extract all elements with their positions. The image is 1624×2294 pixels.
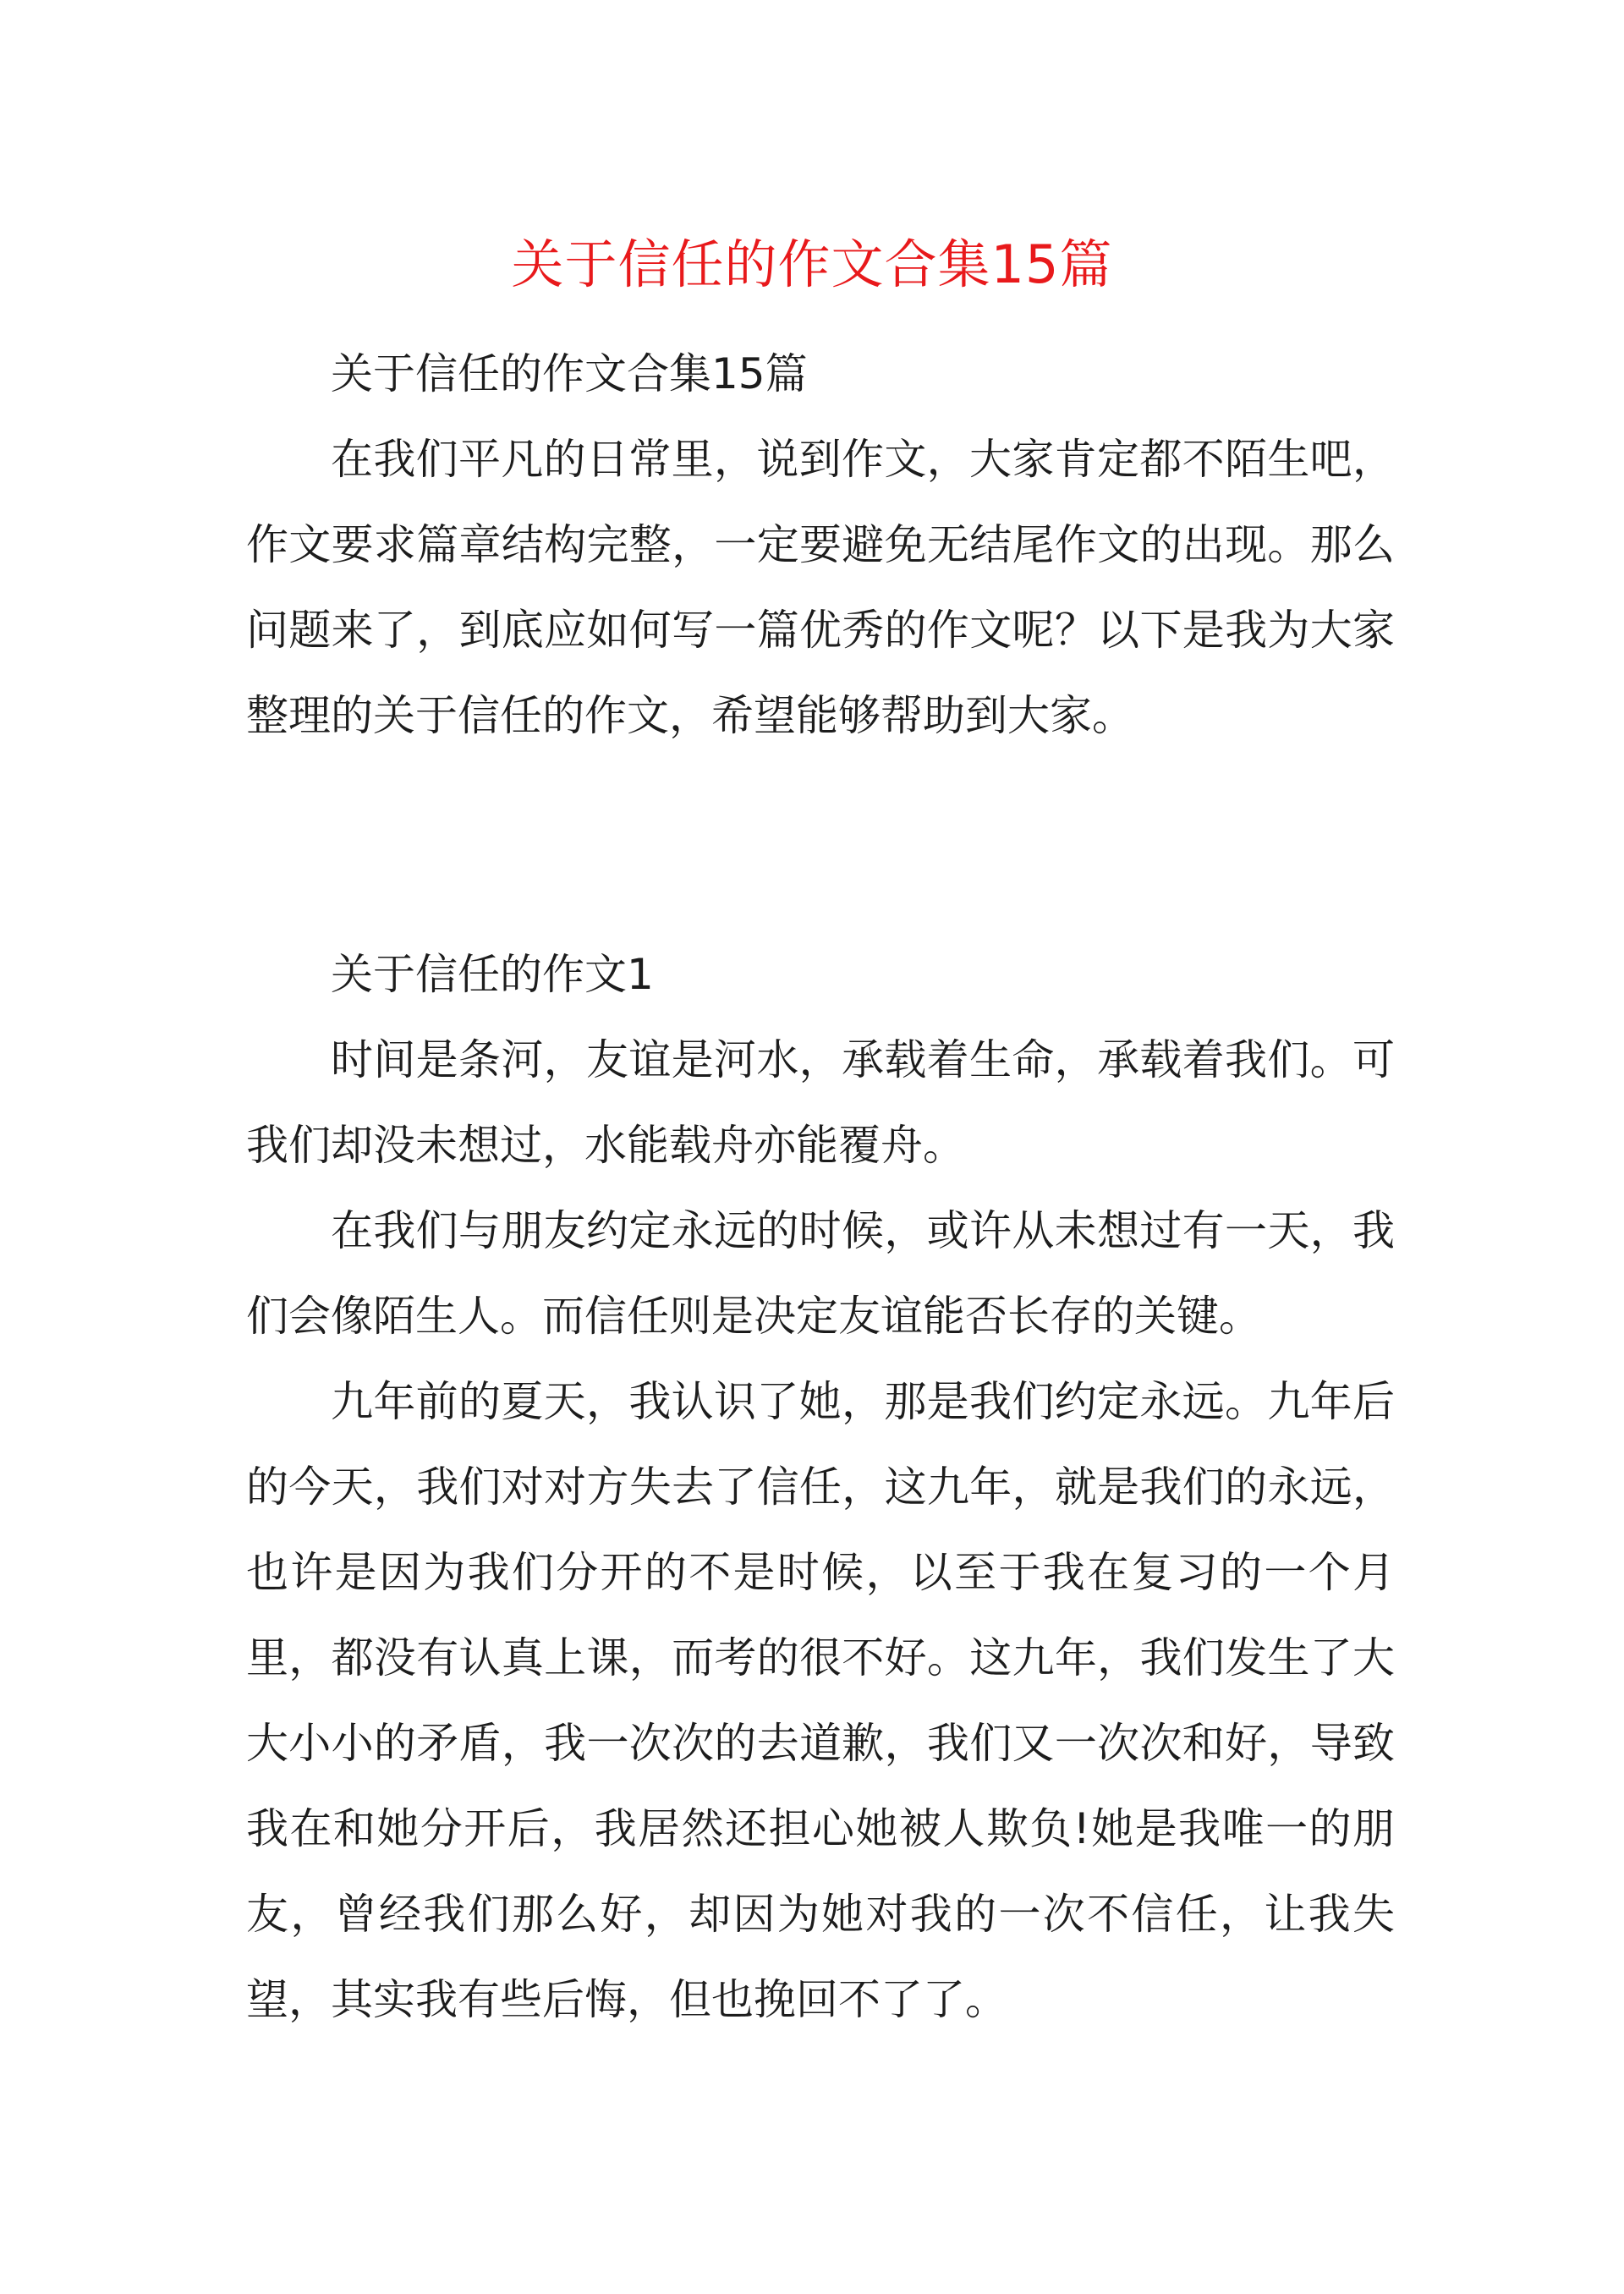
- essay-1-paragraph: 九年前的夏天，我认识了她，那是我们约定永远。九年后的今天，我们对对方失去了信任，这九年，就是我们的永远，也许是因为我们分开的不是时候，以至于我在复习的一个月里，都没有认真上课，而考的很不好。这九年，我们发生了大大小小的矛盾，我一次次的去道歉，我们又一次次和好，导致我在和她分开后，我居然还担心她被人欺负!她是我唯一的朋友，曾经我们那么好，却因为她对我的一次不信任，让我失望，其实我有些后悔，但也挽回不了了。: [246, 1377, 1395, 2024]
- essay-1-paragraph: 时间是条河，友谊是河水，承载着生命，承载着我们。可我们却没未想过，水能载舟亦能覆舟。: [246, 1035, 1395, 1170]
- essay-1-section: [246, 932, 1395, 2043]
- intro-heading: 关于信任的作文合集15篇: [331, 349, 808, 398]
- intro-paragraph: 在我们平凡的日常里，说到作文，大家肯定都不陌生吧，作文要求篇章结构完整，一定要避免无结尾作文的出现。那么问题来了，到底应如何写一篇优秀的作文呢？以下是我为大家整理的关于信任的作文，希望能够帮助到大家。: [246, 435, 1395, 740]
- intro-section: [246, 332, 1395, 759]
- essay-1-paragraph: 在我们与朋友约定永远的时候，或许从未想过有一天，我们会像陌生人。而信任则是决定友谊能否长存的关键。: [246, 1206, 1395, 1341]
- document-title: 关于信任的作文合集15篇: [511, 233, 1113, 295]
- essay-1-heading: 关于信任的作文1: [331, 950, 654, 999]
